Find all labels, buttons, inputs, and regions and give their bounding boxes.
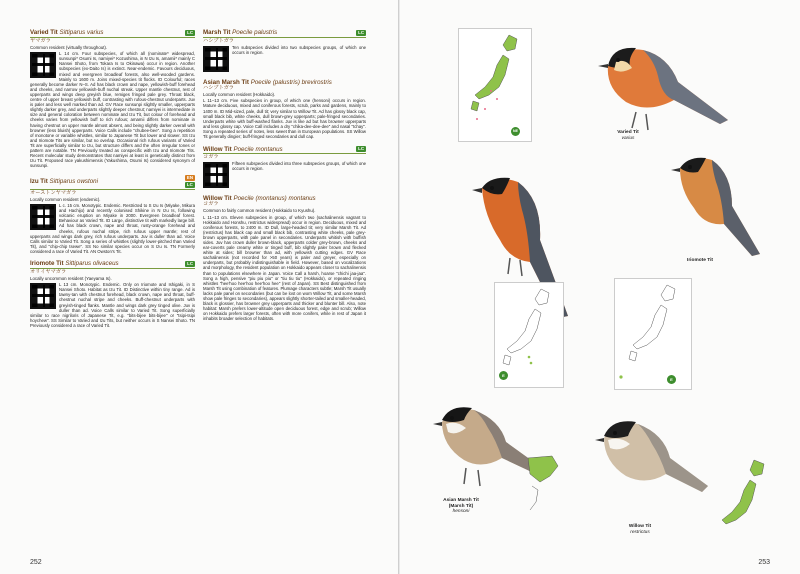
range-map-izu-tit [494, 282, 564, 388]
species-header [30, 261, 195, 269]
qr-code-icon[interactable] [203, 162, 229, 188]
map-badge: E [667, 375, 676, 384]
status-text: Locally common resident (Hokkaido). [203, 92, 276, 98]
caption-willow-tit: Willow Tit restrictus [628, 524, 652, 535]
species-name: Asian Marsh Tit Poecile (palustris) brevirostris [203, 79, 332, 87]
status-text: Common resident (virtually throughout). [30, 45, 108, 51]
account-text: L 14 cm. Four subspecies, of which all (nominate* widespread, sunsunpi* Osumi Is, namiyei* Kozushima, in N Izu Is, amamii* mainly C Nansei Shoto, from Tokara Is to Okinawa) occur in region. Another subspecies (ex-Daito Is) is extinct. Near-endemic. Favours deciduous, mixed and evergreen broadleaf forests, also well-wooded gardens. Mainly to 1600 m. Joins mixed-species tit flocks. ID Colourful; races generally become darker N–S. Ad has black crown and nape, yellowish-buff forehead and cheeks, and narrow yellowish-buff nuchal streak. Upper mantle chestnut, rest of upperparts and wings deep greyish blue, remiges fringed pale grey. Throat black, centre of upper breast yellowish buff, contrasting with rufous-chestnut underparts. Juv is paler and less well marked than ad. GV Race sunsunpi slightly smaller, upperparts slightly darker grey, and underparts slightly deeper chestnut; namiyei is intermediate in size and general coloration between nominate and Izu Tit, but colour of forehead and cheeks varies from yellowish buff to rich rufous; amamii differs from nominate in having chestnut on upper mantle almost absent, and being slightly darker overall with browner (less bluish) upperparts. Voice Calls include "chubee-bee". Song a repetition of monotone or variable whistles, similar to Japanese Tit but lower and slower. SS Izu and Iriomote Tits are similar, but no overlap. Occasional rich rufous variants of Varied Tit are superficially similar to Izu, but structure differs and the often irregular tones or pattern are notable. TN Previously treated as conspecific with Izu and Iriomote Tits. Recent molecular study demonstrates that namiyei at least is genetically distinct from Izu Tit. Proposed race yakushimensis (Yakushima, Osumi Is) considered synonym of sunsunpi. [30, 51, 195, 169]
qr-code-icon[interactable] [30, 204, 56, 230]
japanese-name: オリイヤマガラ [30, 268, 67, 275]
species-account-asian-marsh-tit [203, 80, 366, 139]
species-account-willow-tit-montanus [203, 196, 366, 321]
account-text: L 11–13 cm. Five subspecies in group, of which one (hensoni) occurs in region. Mature deciduous, mixed and coniferous forests, scrub, parks and gardens, mainly to 1400 m. ID Mid-sized, pale, dull tit; very similar to Willow Tit. Ad has glossy black cap, small black bib, white cheeks, dull brown-grey upperparts; pale-fringed secondaries. Underparts white with buff-washed flanks. Juv is like ad but has browner upperparts and less glossy cap. Voice Call includes a dry "chika-dee-dee-dee" and nasal "tchay". Song a repeated series of notes, less sweet than in European populations. SS Willow Tit generally dingier; buff-fringed secondaries and dull cap. [203, 98, 366, 140]
column-2 [203, 30, 366, 328]
page-number-right: 253 [758, 559, 770, 566]
left-page [0, 0, 399, 574]
species-account-izu-tit [30, 175, 195, 254]
japanese-name: ヤマガラ [30, 38, 51, 44]
species-account-willow-tit [203, 146, 366, 189]
status-badges [185, 175, 195, 188]
japan-map-icon [718, 456, 774, 548]
species-header [30, 30, 195, 38]
species-name: Varied Tit Sittiparus varius [30, 29, 104, 37]
right-page [400, 0, 800, 574]
species-header [30, 175, 195, 190]
species-name: Marsh Tit Poecile palustris [203, 29, 278, 37]
account-text: L c. 15 cm. Monotypic. Endemic. Restricted to S Izu Is (Miyake, Mikura and Hachijo) and recently colonised Shikine in N Izu Is, following volcanic eruption on Miyake in 2000. Evergreen broadleaf forest. Behaviour as Varied Tit. ID Large, distinctive tit with markedly large bill. Ad has black crown, nape and throat, rusty-orange forehead and cheeks, rufous nuchal stripe, rich rufous upper mantle; rest of upperparts and wings dark grey, rich rufous underparts. Juv is duller than ad. Voice Calls similar to Varied Tit. Song a series of whistles (slightly lower-pitched than Varied Tit), and "chip-chip tsewe". SS No similar species occur on S Izu Is. TN Formerly considered a race of Varied Tit. AN Owston's Tit. [30, 203, 195, 254]
japanese-name: ハシブトガラ [203, 38, 234, 44]
hokkaido-map-icon [522, 452, 562, 516]
species-name: Willow Tit Poecile (montanus) montanus [203, 195, 316, 203]
account-text: Fifteen subspecies divided into three subspecies groups, of which one occurs in region. [232, 161, 366, 172]
japan-map-icon [459, 29, 531, 141]
varied-tit-illustration [588, 36, 733, 136]
status-text: Locally uncommon resident (Yaeyama Is). [30, 276, 112, 282]
column-1 [30, 30, 195, 335]
status-badges [185, 261, 195, 267]
species-account-varied-tit [30, 30, 195, 168]
status-badge: LC [185, 182, 195, 188]
status-badges [356, 30, 366, 36]
japanese-name: オーストンヤマガラ [30, 189, 77, 196]
account-text: Ten subspecies divided into two subspecies groups, of which one occurs in region. [232, 45, 366, 56]
japanese-name: コガラ [203, 201, 219, 208]
caption-varied-tit: Varied Tit varius [617, 130, 639, 141]
qr-code-icon[interactable] [30, 52, 56, 78]
species-account-iriomote-tit [30, 261, 195, 328]
qr-code-icon[interactable] [203, 46, 229, 72]
japanese-name: コガラ [203, 154, 219, 161]
willow-tit-illustration [588, 412, 713, 508]
range-map-varied-tit [458, 28, 532, 142]
status-badge: LC [358, 146, 364, 152]
account-text: L 11–13 cm. Eleven subspecies in group, of which two (sachalinensis vagrant to Hokkaido and Honshu, restrictus widespread) occur in region. Deciduous, mixed and coniferous forests, to 2400 m. ID Dull, large-headed tit; very similar Marsh Tit. Ad (restrictus) has black cap and small black bib, contrasting white cheeks, pale grey-brown upperparts, with pale panel in secondaries. Underparts whitish with buffish sides. Juv has crown duller brown-black, upperparts colder grey-brown, cheeks and ear-coverts pale creamy white or tinged buff, bib slightly paler brown and flecked white at sides; bill browner than ad, with yellowish cutting edges. GV Race sachalinensis (not recorded for >50 years) is paler and greyer, especially on underparts, but probably indistinguishable in field. However, based on vocalizations and morphology, the resident population on Hokkaido appears closer to sachalinensis than to populations elsewhere in Japan. Voice Call a harsh, hoarse "chichi jaa-jaa". Song a high, pensive "piu piu piu" or "tiu tiu tiu" (Hokkaido), or repeated ringing whistles "hee'hoo hee'hoo hee'hoo hee" (rest of Japan). SS Best distinguished from Marsh Tit using combination of features. Plumage characters subtle; Marsh Tit usually lacks pale panel on secondaries (but can be lost on worn Willow Tit, and some Marsh show pale fringes to secondaries), appears slightly shorter-tailed and smaller-headed, black is glossier, has browner grey upperparts and thicker and blunter bill. Also, note habitat: Marsh prefers lower-altitude open deciduous forest, edge and scrub; Willow on Hokkaido prefers larger forests, often with more conifers, while in rest of Japan it inhabits broader selection of habitats. [203, 214, 366, 322]
caption-asian-marsh-tit: Asian Marsh Tit (Marsh Tit) hensoni [443, 498, 479, 515]
species-name: Iriomote Tit Sittiparus olivaceus [30, 260, 119, 268]
species-account-marsh-tit [203, 30, 366, 73]
status-badge: LC [187, 30, 193, 35]
status-text: Common to fairly common resident (Hokkaido to Kyushu). [203, 208, 316, 214]
page-number-left: 252 [30, 559, 42, 566]
species-header [203, 30, 366, 38]
caption-iriomote-tit: Iriomote Tit [686, 258, 714, 263]
status-badge: LC [358, 30, 364, 35]
status-badges [356, 146, 366, 152]
species-header [203, 146, 366, 154]
range-map-iriomote-tit [614, 278, 692, 390]
status-text: Locally common resident (endemic). [30, 196, 101, 202]
map-badge: NE [511, 127, 520, 136]
iriomote-tit-illustration [668, 150, 768, 260]
status-badges [185, 30, 195, 36]
account-text: L 13 cm. Monotypic. Endemic. Only on Iriomote and Ishigaki, in S Nansei Shoto. Habitat as Izu Tit. ID Distinctive within tiny range. Ad is tawny-tan with chestnut forehead, black crown, nape and throat, buff-chestnut nuchal stripe and cheeks. Buff-chestnut underparts with greyish-tinged flanks. Mantle and wings dark grey tinged olive. Juv is duller than ad. Voice Calls similar to Varied Tit. Song superficially similar to race nigriloris of Japanese Tit, e.g. "bits-bijee bits-bijee" or "tsipi-tsipi hoychew". SS Similar to Varied and Izu Tits, but neither occurs in S Nansei Shoto. TN Previously considered a race of Varied Tit. [30, 282, 195, 328]
qr-code-icon[interactable] [30, 283, 56, 309]
japanese-name: ハシブトガラ [203, 85, 234, 92]
status-badge: LC [187, 260, 193, 266]
species-name: Willow Tit Poecile montanus [203, 145, 283, 153]
map-badge: E [499, 371, 508, 380]
status-badge: EN [186, 175, 193, 181]
species-name: Izu Tit Sittiparus owstoni [30, 178, 98, 186]
japan-map-icon [615, 279, 691, 389]
